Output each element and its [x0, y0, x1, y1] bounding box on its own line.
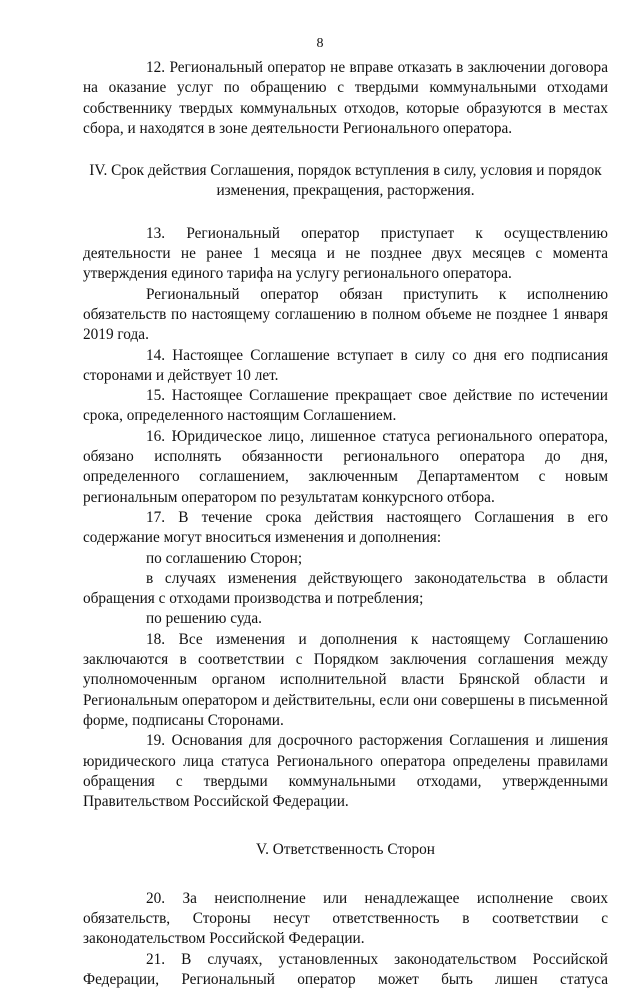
paragraph-21: 21. В случаях, установленных законодательством Российской Федерации, Региональный оператор может быть лишен статуса — [83, 950, 608, 988]
paragraph-13: 13. Региональный оператор приступает к осуществлению деятельности не ранее 1 месяца и не позднее двух месяцев с момента утверждения единого тарифа на услугу регионального оператора. — [83, 224, 608, 283]
paragraph-19: 19. Основания для досрочного расторжения Соглашения и лишения юридического лица статуса Регионального оператора определены правилами обращения с твердыми коммунальными отходами, утвержденными Правительством Российской Федерации. — [83, 732, 608, 811]
paragraph-16: 16. Юридическое лицо, лишенное статуса регионального оператора, обязано исполнять обязанности регионального оператора до дня, определенного соглашением, заключенным Департаментом с новым региональным оператором по результатам конкурсного отбора. — [83, 427, 608, 506]
list-item: в случаях изменения действующего законодательства в области обращения с отходами производства и потребления; — [83, 569, 608, 608]
paragraph-14: 14. Настоящее Соглашение вступает в силу со дня его подписания сторонами и действует 10 лет. — [83, 346, 608, 384]
paragraph-20: 20. За неисполнение или ненадлежащее исполнение своих обязательств, Стороны несут ответственность в соответствии с законодательством Российской Федерации. — [83, 889, 608, 948]
list-item: по соглашению Сторон; — [146, 549, 303, 567]
section-4-title: IV. Срок действия Соглашения, порядок вступления в силу, условия и порядок изменения, прекращения, расторжения. — [89, 162, 602, 200]
document-body — [83, 58, 608, 990]
paragraph-17: 17. В течение срока действия настоящего Соглашения в его содержание могут вноситься изменения и дополнения: — [83, 508, 608, 547]
page-number: 8 — [316, 36, 324, 51]
paragraph-12: 12. Региональный оператор не вправе отказать в заключении договора на оказание услуг по обращению с твердыми коммунальными отходами собственнику твердых коммунальных отходов, которые образуются в местах сбора, и находятся в зоне деятельности Регионального оператора. — [83, 59, 608, 137]
paragraph-15: 15. Настоящее Соглашение прекращает свое действие по истечении срока, определенного настоящим Соглашением. — [83, 387, 608, 425]
section-5-title: V. Ответственность Сторон — [256, 841, 435, 859]
paragraph-18: 18. Все изменения и дополнения к настоящему Соглашению заключаются в соответствии с Порядком заключения соглашения между уполномоченным органом исполнительной власти Брянской области и Региональным оператором и действительны, если они совершены в письменной форме, подписаны Сторонами. — [83, 630, 608, 729]
list-item: по решению суда. — [146, 610, 262, 628]
paragraph-13-obligation: Региональный оператор обязан приступить к исполнению обязательств по настоящему соглашению в полном объеме не позднее 1 января 2019 года. — [83, 285, 608, 344]
